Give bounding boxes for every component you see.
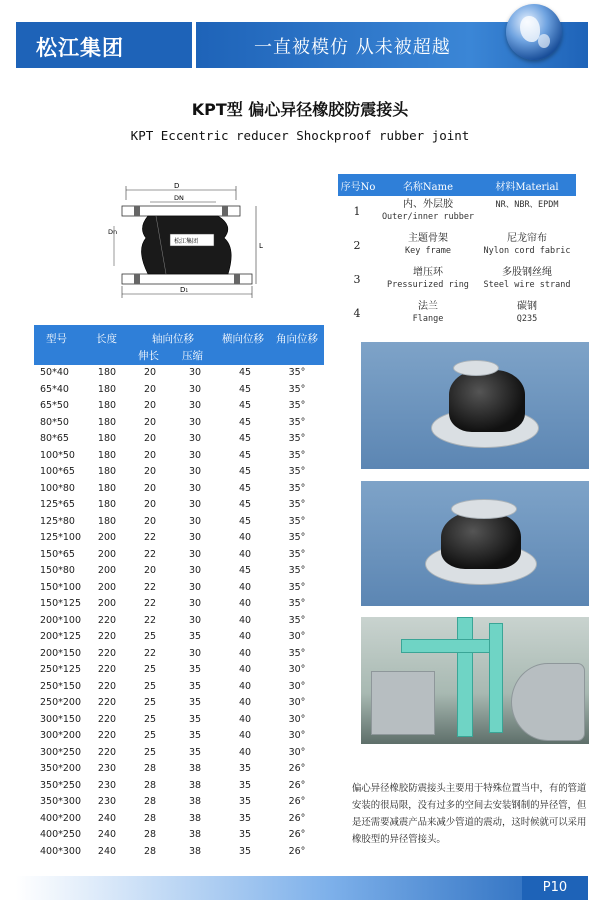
materials-name-cn: 主题骨架 <box>408 233 448 244</box>
brand-name: 松江集团 <box>36 36 124 60</box>
materials-material-cn: 尼龙帘布 <box>507 233 547 244</box>
spec-row <box>34 679 324 696</box>
photo-pipe-vertical <box>457 617 473 737</box>
materials-row <box>338 230 576 264</box>
spec-cell-length: 220 <box>97 713 117 725</box>
spec-cell-angular: 35° <box>288 416 306 428</box>
spec-cell-model: 150*125 <box>40 598 82 609</box>
spec-col-angular: 角向位移 <box>276 333 318 345</box>
spec-cell-model: 300*150 <box>40 713 82 725</box>
spec-cell-extend: 22 <box>143 647 157 659</box>
spec-cell-angular: 30° <box>288 730 306 741</box>
spec-cell-length: 220 <box>97 631 117 642</box>
spec-cell-model: 200*100 <box>40 614 82 626</box>
materials-material-en: Q235 <box>516 314 538 324</box>
slogan-text: 一直被模仿 从未被超越 <box>254 37 451 58</box>
spec-cell-length: 220 <box>97 614 117 626</box>
spec-cell-length: 180 <box>97 515 117 527</box>
spec-cell-lateral: 40 <box>238 548 252 560</box>
spec-cell-angular: 26° <box>288 812 306 824</box>
materials-col-material: 材料Material <box>495 181 559 193</box>
spec-col-extend: 伸长 <box>138 350 159 362</box>
spec-row <box>34 745 324 762</box>
spec-cell-lateral: 45 <box>238 383 252 395</box>
spec-cell-extend: 22 <box>143 598 157 609</box>
spec-row <box>34 415 324 432</box>
spec-cell-length: 230 <box>97 763 117 774</box>
spec-cell-angular: 35° <box>288 482 306 494</box>
spec-cell-angular: 35° <box>288 647 306 659</box>
materials-col-name: 名称Name <box>402 181 454 193</box>
spec-cell-extend: 20 <box>143 499 157 510</box>
spec-cell-model: 200*125 <box>40 631 82 642</box>
spec-cell-lateral: 35 <box>238 812 252 824</box>
spec-cell-model: 80*50 <box>40 416 69 428</box>
spec-cell-compress: 35 <box>188 746 202 758</box>
spec-row <box>34 761 324 778</box>
photo-pipe-vertical-2 <box>489 623 503 733</box>
spec-cell-angular: 35° <box>288 548 306 560</box>
spec-cell-extend: 20 <box>143 565 157 576</box>
spec-cell-lateral: 40 <box>238 713 252 725</box>
dim-Dn-label: Dn <box>108 228 118 236</box>
photo-rubber-body <box>441 511 521 569</box>
spec-cell-compress: 30 <box>188 548 202 560</box>
materials-row <box>338 264 576 298</box>
spec-cell-lateral: 35 <box>238 779 252 791</box>
spec-cell-compress: 38 <box>188 829 202 840</box>
spec-cell-model: 250*150 <box>40 680 82 692</box>
spec-cell-model: 125*80 <box>40 515 75 527</box>
photo-flange-top <box>453 360 499 376</box>
spec-cell-length: 180 <box>97 433 117 444</box>
spec-cell-extend: 25 <box>143 680 157 692</box>
spec-cell-length: 180 <box>97 367 117 378</box>
spec-cell-angular: 35° <box>288 383 306 395</box>
spec-cell-lateral: 40 <box>238 697 252 708</box>
spec-cell-extend: 20 <box>143 400 157 411</box>
spec-cell-extend: 20 <box>143 515 157 527</box>
spec-cell-angular: 35° <box>288 400 306 411</box>
spec-cell-angular: 35° <box>288 598 306 609</box>
spec-cell-compress: 30 <box>188 565 202 576</box>
spec-cell-lateral: 35 <box>238 845 252 857</box>
spec-cell-compress: 35 <box>188 730 202 741</box>
spec-cell-model: 350*200 <box>40 763 82 774</box>
spec-cell-length: 220 <box>97 746 117 758</box>
spec-cell-model: 400*200 <box>40 812 82 824</box>
spec-cell-extend: 25 <box>143 730 157 741</box>
spec-cell-extend: 22 <box>143 532 157 543</box>
spec-row <box>34 629 324 646</box>
materials-name-en: Pressurized ring <box>387 280 469 290</box>
spec-cell-angular: 35° <box>288 449 306 461</box>
spec-cell-length: 180 <box>97 466 117 477</box>
spec-row <box>34 778 324 795</box>
spec-cell-angular: 35° <box>288 433 306 444</box>
materials-no: 1 <box>353 205 361 218</box>
materials-name-cn: 法兰 <box>418 301 438 312</box>
spec-cell-length: 220 <box>97 697 117 708</box>
spec-cell-model: 400*250 <box>40 829 82 840</box>
spec-row <box>34 382 324 399</box>
spec-cell-length: 200 <box>97 565 117 576</box>
spec-cell-length: 200 <box>97 532 117 543</box>
spec-cell-model: 125*65 <box>40 499 75 510</box>
spec-row <box>34 481 324 498</box>
photo-rubber-body <box>449 370 525 432</box>
spec-cell-angular: 26° <box>288 829 306 840</box>
spec-row <box>34 497 324 514</box>
spec-cell-extend: 20 <box>143 433 157 444</box>
spec-cell-extend: 20 <box>143 383 157 395</box>
spec-cell-extend: 25 <box>143 746 157 758</box>
spec-cell-lateral: 45 <box>238 367 252 378</box>
dim-L-label: L <box>259 242 263 250</box>
spec-cell-compress: 30 <box>188 466 202 477</box>
diagram-brand-label: 松江集团 <box>174 238 199 245</box>
spec-cell-extend: 22 <box>143 614 157 626</box>
product-title-en: KPT Eccentric reducer Shockproof rubber joint <box>130 128 470 143</box>
product-photo-2 <box>361 481 589 606</box>
spec-cell-model: 50*40 <box>40 367 69 378</box>
spec-cell-angular: 35° <box>288 614 306 626</box>
spec-cell-lateral: 45 <box>238 515 252 527</box>
spec-cell-length: 230 <box>97 796 117 807</box>
spec-cell-extend: 22 <box>143 548 157 560</box>
spec-cell-extend: 25 <box>143 713 157 725</box>
spec-cell-extend: 20 <box>143 449 157 461</box>
spec-cell-angular: 26° <box>288 779 306 791</box>
spec-cell-lateral: 40 <box>238 631 252 642</box>
spec-cell-angular: 26° <box>288 845 306 857</box>
materials-name <box>378 233 478 257</box>
globe-icon <box>506 4 562 60</box>
spec-row <box>34 646 324 663</box>
materials-row <box>338 196 576 230</box>
spec-cell-length: 220 <box>97 647 117 659</box>
spec-cell-length: 180 <box>97 383 117 395</box>
materials-header <box>338 174 576 196</box>
spec-cell-model: 65*50 <box>40 400 69 411</box>
spec-cell-lateral: 45 <box>238 565 252 576</box>
dim-D-label: D <box>174 182 180 190</box>
dim-D1-label: D₁ <box>180 286 189 294</box>
spec-cell-angular: 30° <box>288 697 306 708</box>
materials-col-no: 序号No <box>340 181 376 193</box>
materials-name <box>378 301 478 325</box>
spec-cell-extend: 20 <box>143 367 157 378</box>
spec-cell-extend: 20 <box>143 416 157 428</box>
spec-cell-length: 200 <box>97 581 117 593</box>
spec-cell-angular: 35° <box>288 581 306 593</box>
spec-cell-length: 200 <box>97 598 117 609</box>
spec-cell-length: 200 <box>97 548 117 560</box>
spec-cell-model: 65*40 <box>40 383 69 395</box>
spec-cell-angular: 35° <box>288 515 306 527</box>
spec-cell-lateral: 35 <box>238 763 252 774</box>
materials-name-cn: 内、外层胶 <box>403 199 453 210</box>
spec-cell-lateral: 40 <box>238 598 252 609</box>
spec-cell-compress: 30 <box>188 416 202 428</box>
materials-table <box>338 174 576 332</box>
photo-pipe-horizontal <box>401 639 501 653</box>
materials-name-cn: 增压环 <box>413 267 443 278</box>
spec-cell-lateral: 40 <box>238 664 252 675</box>
spec-table <box>34 325 324 860</box>
spec-cell-model: 350*250 <box>40 779 82 791</box>
spec-cell-length: 180 <box>97 400 117 411</box>
spec-cell-lateral: 45 <box>238 449 252 461</box>
spec-cell-model: 350*300 <box>40 796 82 807</box>
spec-col-length: 长度 <box>96 333 117 345</box>
spec-cell-length: 180 <box>97 416 117 428</box>
spec-cell-angular: 30° <box>288 746 306 758</box>
spec-cell-lateral: 40 <box>238 730 252 741</box>
spec-cell-extend: 20 <box>143 482 157 494</box>
spec-cell-angular: 26° <box>288 796 306 807</box>
spec-row <box>34 448 324 465</box>
spec-col-lateral: 横向位移 <box>222 333 264 345</box>
materials-material <box>478 199 576 211</box>
spec-row <box>34 794 324 811</box>
spec-cell-lateral: 45 <box>238 416 252 428</box>
spec-cell-extend: 28 <box>143 763 157 774</box>
materials-material-cn: 多股钢丝绳 <box>502 267 552 278</box>
spec-cell-lateral: 45 <box>238 466 252 477</box>
spec-cell-length: 240 <box>97 829 117 840</box>
spec-cell-length: 220 <box>97 680 117 692</box>
spec-cell-model: 100*65 <box>40 466 75 477</box>
spec-cell-lateral: 40 <box>238 746 252 758</box>
spec-col-compress: 压缩 <box>182 350 203 362</box>
spec-cell-compress: 30 <box>188 598 202 609</box>
spec-cell-model: 250*125 <box>40 664 82 675</box>
spec-row <box>34 563 324 580</box>
spec-cell-angular: 26° <box>288 763 306 774</box>
spec-cell-extend: 28 <box>143 796 157 807</box>
spec-cell-lateral: 45 <box>238 433 252 444</box>
materials-name-en: Outer/inner rubber <box>381 212 475 222</box>
spec-cell-lateral: 40 <box>238 532 252 543</box>
spec-cell-model: 300*200 <box>40 730 82 741</box>
spec-cell-extend: 28 <box>143 812 157 824</box>
spec-cell-model: 100*50 <box>40 449 75 461</box>
materials-name-en: Key frame <box>404 246 452 256</box>
spec-cell-extend: 28 <box>143 779 157 791</box>
spec-cell-model: 100*80 <box>40 482 75 494</box>
spec-cell-model: 150*65 <box>40 548 75 560</box>
spec-cell-model: 400*300 <box>40 845 82 857</box>
spec-cell-angular: 35° <box>288 466 306 477</box>
materials-material <box>478 233 576 257</box>
spec-row <box>34 811 324 828</box>
spec-cell-compress: 38 <box>188 779 202 791</box>
spec-cell-extend: 25 <box>143 664 157 675</box>
product-description: 偏心异径橡胶防震接头主要用于特殊位置当中，有的管道安装的很局限，没有过多的空间去安装钢制的异径管，但是还需要减震产品来减少管道的震动，这时候就可以采用橡胶型的异径管接头。 <box>352 783 587 845</box>
spec-cell-extend: 25 <box>143 697 157 708</box>
spec-cell-extend: 20 <box>143 466 157 477</box>
materials-no: 3 <box>353 273 361 286</box>
spec-cell-compress: 30 <box>188 532 202 543</box>
spec-cell-length: 180 <box>97 449 117 461</box>
spec-cell-angular: 30° <box>288 680 306 692</box>
spec-cell-lateral: 40 <box>238 647 252 659</box>
product-photo-1 <box>361 342 589 469</box>
spec-cell-angular: 30° <box>288 631 306 642</box>
brand-block <box>16 22 192 68</box>
spec-row <box>34 695 324 712</box>
materials-no: 2 <box>353 239 361 252</box>
spec-cell-compress: 30 <box>188 614 202 626</box>
spec-cell-extend: 28 <box>143 829 157 840</box>
spec-cell-compress: 30 <box>188 482 202 494</box>
spec-cell-compress: 35 <box>188 713 202 725</box>
spec-cell-compress: 30 <box>188 367 202 378</box>
spec-cell-compress: 30 <box>188 400 202 411</box>
spec-col-model: 型号 <box>46 333 67 345</box>
spec-cell-length: 230 <box>97 779 117 791</box>
materials-material <box>478 301 576 325</box>
spec-cell-length: 240 <box>97 845 117 857</box>
spec-row <box>34 613 324 630</box>
spec-row <box>34 530 324 547</box>
spec-cell-compress: 30 <box>188 647 202 659</box>
product-title-cn: KPT型 偏心异径橡胶防震接头 <box>191 100 409 119</box>
materials-material <box>478 267 576 291</box>
photo-flange-top <box>451 499 517 519</box>
spec-cell-compress: 35 <box>188 680 202 692</box>
spec-row <box>34 728 324 745</box>
materials-material-en: Nylon cord fabric <box>483 246 571 256</box>
spec-row <box>34 596 324 613</box>
spec-cell-length: 180 <box>97 482 117 494</box>
spec-cell-lateral: 45 <box>238 400 252 411</box>
spec-cell-extend: 25 <box>143 631 157 642</box>
spec-cell-angular: 35° <box>288 367 306 378</box>
spec-row <box>34 547 324 564</box>
spec-row <box>34 712 324 729</box>
materials-row <box>338 298 576 332</box>
spec-cell-angular: 30° <box>288 713 306 725</box>
spec-cell-compress: 30 <box>188 449 202 461</box>
spec-cell-compress: 30 <box>188 581 202 593</box>
spec-cell-compress: 35 <box>188 631 202 642</box>
spec-cell-length: 180 <box>97 499 117 510</box>
spec-cell-model: 80*65 <box>40 433 69 444</box>
photo-machine-right <box>511 663 585 741</box>
spec-row <box>34 580 324 597</box>
spec-cell-lateral: 40 <box>238 680 252 692</box>
spec-row <box>34 662 324 679</box>
spec-cell-model: 150*100 <box>40 581 82 593</box>
spec-cell-compress: 35 <box>188 697 202 708</box>
spec-cell-compress: 38 <box>188 796 202 807</box>
spec-cell-angular: 35° <box>288 532 306 543</box>
spec-row <box>34 844 324 861</box>
footer-bar <box>16 876 588 900</box>
spec-row <box>34 365 324 382</box>
spec-row <box>34 514 324 531</box>
spec-cell-lateral: 45 <box>238 482 252 494</box>
spec-cell-lateral: 35 <box>238 829 252 840</box>
spec-cell-angular: 35° <box>288 565 306 576</box>
spec-cell-compress: 30 <box>188 433 202 444</box>
spec-row <box>34 398 324 415</box>
page-number: P10 <box>522 876 588 900</box>
materials-name <box>378 199 478 223</box>
materials-name-en: Flange <box>412 314 444 324</box>
spec-cell-extend: 28 <box>143 845 157 857</box>
materials-material-cn: NR、NBR、EPDM <box>495 200 559 210</box>
spec-cell-model: 125*100 <box>40 532 82 543</box>
spec-cell-length: 240 <box>97 812 117 824</box>
materials-no: 4 <box>353 307 361 320</box>
photo-machine-left <box>371 671 435 735</box>
spec-cell-compress: 35 <box>188 664 202 675</box>
joint-diagram <box>108 176 268 306</box>
spec-cell-compress: 38 <box>188 763 202 774</box>
spec-cell-compress: 30 <box>188 499 202 510</box>
dim-DN-label: DN <box>174 194 184 202</box>
materials-material-cn: 碳钢 <box>517 301 537 312</box>
materials-name <box>378 267 478 291</box>
materials-material-en: Steel wire strand <box>483 280 571 290</box>
spec-cell-model: 300*250 <box>40 746 82 758</box>
spec-cell-lateral: 35 <box>238 796 252 807</box>
spec-cell-compress: 30 <box>188 383 202 395</box>
spec-row <box>34 431 324 448</box>
spec-cell-model: 150*80 <box>40 565 75 576</box>
spec-cell-lateral: 40 <box>238 581 252 593</box>
spec-cell-compress: 38 <box>188 845 202 857</box>
spec-cell-angular: 30° <box>288 664 306 675</box>
spec-cell-extend: 22 <box>143 581 157 593</box>
spec-cell-length: 220 <box>97 664 117 675</box>
spec-cell-length: 220 <box>97 730 117 741</box>
spec-cell-angular: 35° <box>288 499 306 510</box>
spec-cell-lateral: 40 <box>238 614 252 626</box>
spec-row <box>34 464 324 481</box>
spec-cell-lateral: 45 <box>238 499 252 510</box>
spec-row <box>34 827 324 844</box>
installation-photo <box>361 617 589 744</box>
spec-body <box>34 365 324 860</box>
spec-header <box>34 325 324 365</box>
spec-cell-compress: 30 <box>188 515 202 527</box>
spec-cell-model: 200*150 <box>40 647 82 659</box>
spec-cell-model: 250*200 <box>40 697 82 708</box>
spec-col-axial: 轴向位移 <box>152 333 194 345</box>
spec-cell-compress: 38 <box>188 812 202 824</box>
